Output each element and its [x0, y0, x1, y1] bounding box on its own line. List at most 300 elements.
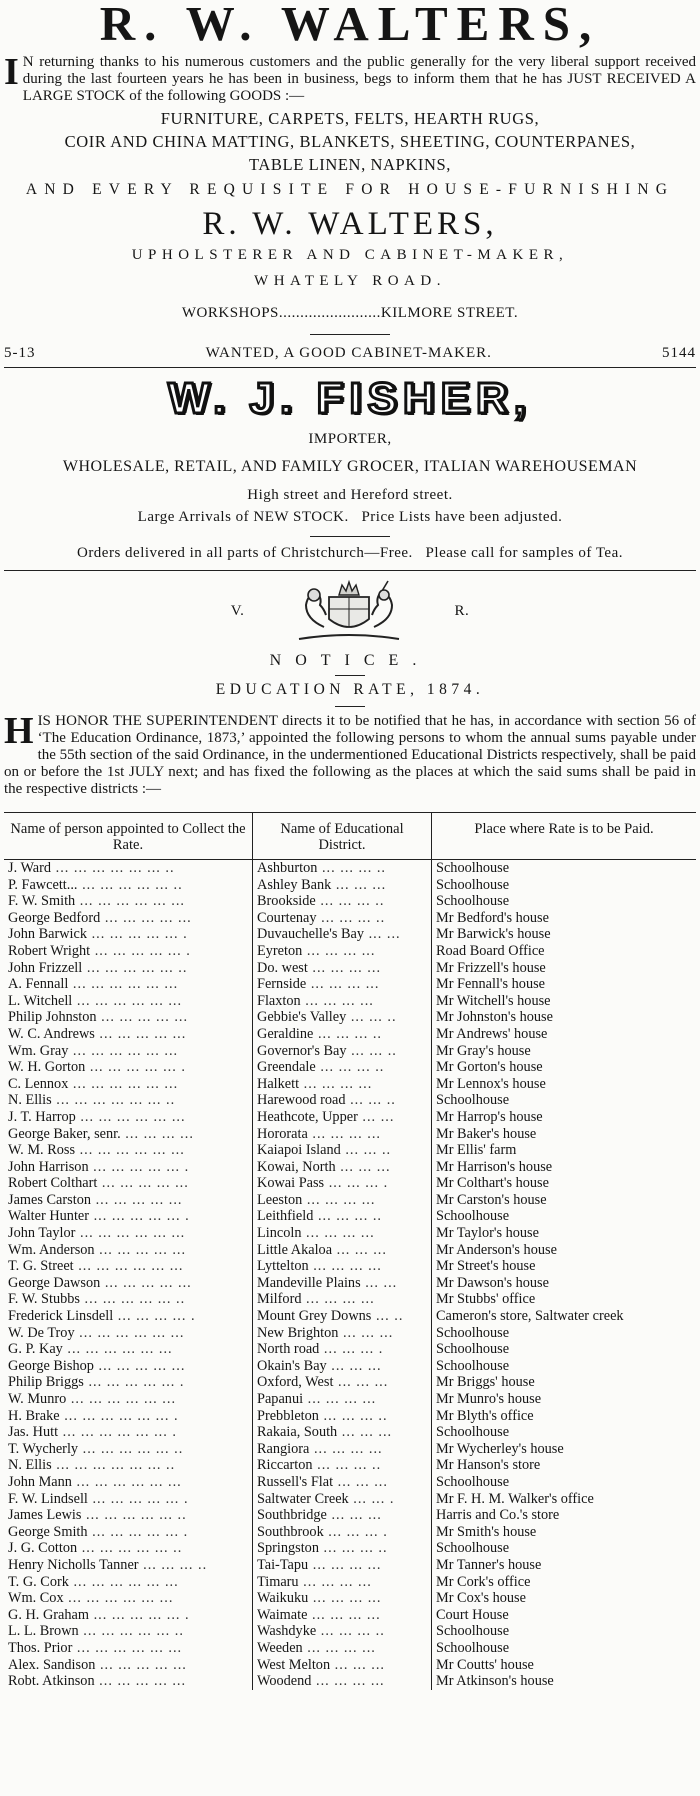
place-cell-text: Mr Street's house	[436, 1258, 536, 1275]
collector-cell	[4, 1308, 253, 1325]
walters-title: R. W. WALTERS,	[99, 0, 601, 51]
royal-coat-of-arms-icon	[284, 579, 414, 643]
place-cell-text: Mr Coutts' house	[436, 1656, 534, 1673]
district-cell	[253, 1491, 432, 1508]
table-row	[4, 1142, 696, 1159]
leader-dots: ... ...	[360, 1274, 398, 1291]
leader-dots: ... ... ... ... ...	[94, 1241, 187, 1258]
table-row	[4, 1026, 696, 1043]
collector-cell	[4, 1374, 253, 1391]
section-divider	[4, 367, 696, 368]
place-cell	[432, 1424, 697, 1441]
leader-dots: ... ... ... ...	[299, 1075, 373, 1092]
collector-cell	[4, 1457, 253, 1474]
requisite-line: AND EVERY REQUISITE FOR HOUSE-FURNISHING	[25, 181, 675, 198]
table-row	[4, 943, 696, 960]
district-cell-text: Duvauchelle's Bay	[257, 926, 364, 943]
district-cell	[253, 1275, 432, 1292]
place-cell-text: Mr Harrop's house	[436, 1108, 543, 1125]
place-cell	[432, 1109, 697, 1126]
collector-cell-text: A. Fennall	[8, 976, 69, 993]
district-cell-text: Lincoln	[257, 1225, 302, 1242]
goods-line-2: COIR AND CHINA MATTING, BLANKETS, SHEETING, COUNTERPANES,	[64, 132, 636, 151]
district-cell-text: Washdyke	[257, 1623, 317, 1640]
place-cell-text: Mr Ellis' farm	[436, 1142, 517, 1159]
district-cell	[253, 1291, 432, 1308]
place-cell	[432, 1325, 697, 1342]
place-cell	[432, 1026, 697, 1043]
district-cell-text: Eyreton	[257, 942, 303, 959]
place-cell	[432, 1623, 697, 1640]
table-row	[4, 926, 696, 943]
table-row	[4, 1208, 696, 1225]
district-cell	[253, 1341, 432, 1358]
district-cell	[253, 1657, 432, 1674]
collector-cell-text: Alex. Sandison	[8, 1656, 96, 1673]
place-cell-text: Mr Munro's house	[436, 1391, 542, 1407]
leader-dots: ... ... ... ...	[303, 1391, 377, 1407]
place-cell-text: Mr Baker's house	[436, 1125, 537, 1142]
leader-dots: ... ... ... ... ... ...	[62, 1341, 173, 1358]
collector-cell-text: James Carston	[8, 1191, 91, 1208]
place-cell	[432, 1275, 697, 1292]
place-cell	[432, 1258, 697, 1275]
district-cell	[253, 1076, 432, 1093]
ref-left: 5-13	[4, 345, 36, 361]
collector-cell-text: H. Brake	[8, 1407, 60, 1424]
collector-cell-text: F. W. Lindsell	[8, 1490, 88, 1507]
table-row	[4, 1275, 696, 1292]
collector-cell	[4, 1441, 253, 1458]
district-cell	[253, 1507, 432, 1524]
collector-cell	[4, 1607, 253, 1624]
leader-dots: ... ... ... .	[319, 1341, 384, 1358]
leader-dots: ... ... ...	[335, 1158, 391, 1175]
leader-dots: ... ... ... ..	[313, 1025, 382, 1042]
place-cell-text: Schoolhouse	[436, 1473, 510, 1490]
collector-cell	[4, 1225, 253, 1242]
place-cell	[432, 1474, 697, 1491]
collector-cell-text: Robert Wright	[8, 942, 91, 959]
leader-dots: ... ... ... ..	[312, 1457, 382, 1474]
district-cell	[253, 1607, 432, 1624]
table-row	[4, 1076, 696, 1093]
collector-cell	[4, 1275, 253, 1292]
district-cell	[253, 1557, 432, 1574]
district-cell-text: Mount Grey Downs	[257, 1308, 372, 1325]
collector-cell-text: T. G. Street	[8, 1258, 74, 1275]
collector-cell-text: Thos. Prior	[8, 1639, 73, 1656]
leader-dots: ... ... ... ... ... ...	[75, 1142, 185, 1159]
vr-right: R.	[454, 603, 470, 619]
district-cell	[253, 1540, 432, 1557]
collector-cell	[4, 1325, 253, 1342]
place-cell-text: Mr Andrews' house	[436, 1025, 548, 1042]
district-cell-text: Courtenay	[257, 909, 317, 926]
place-cell	[432, 1159, 697, 1176]
place-cell	[432, 1673, 697, 1690]
divider	[310, 334, 390, 335]
table-row	[4, 1043, 696, 1060]
fisher-importer: IMPORTER,	[308, 431, 392, 447]
district-cell	[253, 1109, 432, 1126]
collector-cell	[4, 1640, 253, 1657]
table-row	[4, 1441, 696, 1458]
notice-text: IS HONOR THE SUPERINTENDENT directs it to be notified that he has, in accordance with section 56 of ‘The Education Ordinance, 1873,’ appointed the following persons to whom the annual sums payable under the 55th section of the said Ordinance, in the undermentioned Educational Districts respectively, shall be paid on or before the 1st JULY next; and has fixed the following as the places at which the said sums shall be paid in the respective districts :—	[4, 713, 696, 797]
district-cell-text: Timaru	[257, 1573, 299, 1590]
collector-cell	[4, 1109, 253, 1126]
place-cell	[432, 1391, 697, 1408]
district-cell	[253, 993, 432, 1010]
leader-dots: ... ..	[371, 1308, 404, 1325]
table-row	[4, 1242, 696, 1259]
collector-cell-text: N. Ellis	[8, 1457, 52, 1474]
leader-dots: ... ... ... ... ... ..	[82, 959, 188, 976]
collector-cell-text: George Baker, senr.	[8, 1125, 121, 1142]
table-row	[4, 1474, 696, 1491]
leader-dots: ... ... .	[348, 1490, 395, 1507]
district-cell	[253, 926, 432, 943]
district-cell-text: Russell's Flat	[257, 1473, 334, 1490]
leader-dots: ... ... ...	[326, 1357, 382, 1374]
place-cell	[432, 976, 697, 993]
place-cell	[432, 1540, 697, 1557]
leader-dots: ... ... ... ... ... ...	[75, 1108, 186, 1125]
table-row	[4, 1408, 696, 1425]
district-cell-text: Saltwater Creek	[257, 1490, 349, 1507]
leader-dots: ... ... ... ... ...	[91, 1191, 183, 1208]
leader-dots: ... ... ... ... ... ...	[68, 1042, 179, 1059]
leader-dots: ... ... ... ... ... .	[89, 1208, 190, 1225]
collector-cell-text: J. T. Harrop	[8, 1108, 76, 1125]
place-cell-text: Mr Atkinson's house	[436, 1673, 554, 1690]
table-row	[4, 1491, 696, 1508]
leader-dots: ... ... ... ... ...	[94, 1673, 187, 1690]
district-cell	[253, 1424, 432, 1441]
district-cell	[253, 893, 432, 910]
table-row	[4, 1192, 696, 1209]
leader-dots: ... ... ... ... ... .	[85, 1059, 186, 1076]
district-cell	[253, 1192, 432, 1209]
place-cell-text: Schoolhouse	[436, 876, 510, 893]
collector-cell-text: T. G. Cork	[8, 1573, 69, 1590]
leader-dots: ... ... ... ... ... ...	[66, 1391, 177, 1407]
place-cell	[432, 860, 697, 877]
leader-dots: ... ... ... ...	[120, 1125, 194, 1142]
collector-cell	[4, 1657, 253, 1674]
place-cell	[432, 1291, 697, 1308]
place-cell-text: Mr Cox's house	[436, 1590, 526, 1607]
collector-cell-text: Jas. Hutt	[8, 1424, 59, 1441]
place-cell-text: Mr Smith's house	[436, 1523, 537, 1540]
fisher-title: W. J. FISHER,	[167, 374, 533, 423]
district-cell	[253, 1258, 432, 1275]
collector-cell-text: Robert Colthart	[8, 1175, 98, 1192]
walters-title-2: R. W. WALTERS,	[202, 206, 498, 242]
place-cell	[432, 1607, 697, 1624]
leader-dots: ... ... ... ... ...	[93, 1357, 186, 1374]
leader-dots: ... ... ... ..	[138, 1556, 208, 1573]
leader-dots: ... ... ... ...	[311, 1673, 385, 1690]
place-cell	[432, 1574, 697, 1591]
leader-dots: ... ... ... ... ... ... ..	[51, 1092, 176, 1109]
leader-dots: ... ... ... ..	[318, 1407, 388, 1424]
leader-dots: ... ... ... ... ...	[95, 1656, 187, 1673]
district-cell-text: Woodend	[257, 1673, 312, 1690]
table-row	[4, 1092, 696, 1109]
district-cell-text: Mandeville Plains	[257, 1274, 361, 1291]
collector-cell	[4, 1491, 253, 1508]
place-cell-text: Mr Witchell's house	[436, 992, 551, 1009]
place-cell	[432, 893, 697, 910]
place-cell	[432, 1374, 697, 1391]
place-cell	[432, 1043, 697, 1060]
place-cell	[432, 993, 697, 1010]
collector-cell	[4, 1192, 253, 1209]
drop-cap: I	[4, 51, 19, 93]
place-cell-text: Schoolhouse	[436, 1540, 510, 1557]
collector-cell	[4, 1026, 253, 1043]
goods-line-1: FURNITURE, CARPETS, FELTS, HEARTH RUGS,	[160, 109, 540, 128]
table-body	[4, 860, 696, 1690]
place-cell-text: Schoolhouse	[436, 1208, 510, 1225]
district-cell	[253, 1374, 432, 1391]
district-cell	[253, 1524, 432, 1541]
collector-cell-text: James Lewis	[8, 1507, 82, 1524]
table-row	[4, 1607, 696, 1624]
place-cell	[432, 1408, 697, 1425]
leader-dots: ... ... ... ... ... ... ..	[51, 860, 175, 876]
collector-cell-text: John Harrison	[8, 1158, 89, 1175]
leader-dots: ... ... ... ...	[301, 1291, 375, 1308]
collector-cell	[4, 1341, 253, 1358]
district-cell-text: Ashley Bank	[257, 876, 332, 893]
leader-dots: ... ... ...	[337, 1424, 393, 1441]
place-cell-text: Mr Anderson's house	[436, 1241, 557, 1258]
district-cell	[253, 1574, 432, 1591]
district-cell-text: Little Akaloa	[257, 1241, 333, 1258]
leader-dots: ... ... ..	[346, 1042, 397, 1059]
place-cell	[432, 1507, 697, 1524]
place-cell	[432, 877, 697, 894]
table-row	[4, 1574, 696, 1591]
district-cell	[253, 1092, 432, 1109]
district-cell-text: Southbrook	[257, 1523, 324, 1540]
place-cell-text: Mr Carston's house	[436, 1191, 547, 1208]
district-cell	[253, 877, 432, 894]
collector-cell	[4, 1474, 253, 1491]
collector-cell	[4, 1291, 253, 1308]
district-cell	[253, 943, 432, 960]
district-cell-text: Waimate	[257, 1606, 308, 1623]
collector-cell-text: W. De Troy	[8, 1324, 75, 1341]
table-row	[4, 1557, 696, 1574]
table-row	[4, 1258, 696, 1275]
collector-cell-text: W. Munro	[8, 1391, 67, 1407]
district-cell	[253, 1408, 432, 1425]
district-cell-text: Governor's Bay	[257, 1042, 347, 1059]
place-cell	[432, 1640, 697, 1657]
leader-dots: ... ... ... ...	[302, 1191, 376, 1208]
place-cell	[432, 910, 697, 927]
collector-cell-text: John Mann	[8, 1473, 72, 1490]
district-cell	[253, 1026, 432, 1043]
place-cell-text: Harris and Co.'s store	[436, 1507, 560, 1524]
drop-cap: H	[4, 710, 34, 752]
collector-cell-text: Henry Nicholls Tanner	[8, 1556, 139, 1573]
leader-dots: ... ... ... ... ... ... .	[58, 1424, 177, 1441]
collector-cell	[4, 1623, 253, 1640]
collector-cell	[4, 860, 253, 877]
district-cell	[253, 1590, 432, 1607]
district-cell-text: Flaxton	[257, 992, 301, 1009]
place-cell	[432, 1358, 697, 1375]
leader-dots: ... ... ..	[345, 1092, 396, 1109]
collector-cell	[4, 877, 253, 894]
collector-cell-text: W. H. Gorton	[8, 1059, 86, 1076]
district-cell-text: Gebbie's Valley	[257, 1009, 347, 1026]
place-cell	[432, 1126, 697, 1143]
collector-cell	[4, 1142, 253, 1159]
table-row	[4, 1291, 696, 1308]
leader-dots: ... ... ... ... ...	[100, 1274, 192, 1291]
collector-cell-text: Philip Briggs	[8, 1374, 84, 1391]
place-cell-text: Mr Wycherley's house	[436, 1440, 564, 1457]
district-cell-text: Kaiapoi Island	[257, 1142, 341, 1159]
place-cell-text: Schoolhouse	[436, 1357, 510, 1374]
place-cell	[432, 1441, 697, 1458]
place-cell-text: Mr Tanner's house	[436, 1556, 542, 1573]
collector-cell	[4, 1043, 253, 1060]
leader-dots: ... ... ... ... ... ...	[72, 1639, 183, 1656]
leader-dots: ... ... ... ...	[302, 1639, 376, 1656]
table-row	[4, 1374, 696, 1391]
table-row	[4, 877, 696, 894]
leader-dots: ... ... ... ...	[308, 1258, 382, 1275]
leader-dots: ... ... ... ... ... ... .	[59, 1407, 179, 1424]
place-cell-text: Mr Cork's office	[436, 1573, 531, 1590]
table-row	[4, 976, 696, 993]
walters-address: WHATELY ROAD.	[254, 273, 446, 289]
collector-cell	[4, 1574, 253, 1591]
collector-cell	[4, 1590, 253, 1607]
collector-cell-text: W. C. Andrews	[8, 1025, 95, 1042]
collector-cell	[4, 926, 253, 943]
place-cell	[432, 943, 697, 960]
wanted-row	[0, 343, 700, 363]
collector-cell-text: C. Lennox	[8, 1075, 69, 1092]
district-cell-text: Heathcote, Upper	[257, 1108, 358, 1125]
district-cell	[253, 1441, 432, 1458]
leader-dots: ... ... ... ..	[315, 1059, 385, 1076]
place-cell	[432, 1175, 697, 1192]
notice-subheading: EDUCATION RATE, 1874.	[215, 681, 485, 698]
walters-intro	[4, 51, 696, 105]
table-row	[4, 1524, 696, 1541]
district-cell	[253, 1126, 432, 1143]
place-cell-text: Mr Bedford's house	[436, 909, 549, 926]
place-cell-text: Schoolhouse	[436, 893, 510, 910]
fisher-location: High street and Hereford street.	[247, 487, 453, 503]
district-cell	[253, 1009, 432, 1026]
leader-dots: ... ... ... ... ... ...	[68, 1573, 179, 1590]
collector-cell-text: F. W. Smith	[8, 893, 76, 910]
walters-advertisement	[0, 0, 700, 368]
place-cell-text: Court House	[436, 1606, 509, 1623]
wanted-text: WANTED, A GOOD CABINET-MAKER.	[205, 345, 492, 361]
district-cell	[253, 1474, 432, 1491]
place-cell-text: Schoolhouse	[436, 1092, 510, 1109]
collector-cell-text: Frederick Linsdell	[8, 1308, 114, 1325]
collector-cell-text: P. Fawcett...	[8, 876, 78, 893]
table-row	[4, 993, 696, 1010]
leader-dots: ... ... ... ... ... ..	[78, 1623, 184, 1640]
collector-cell	[4, 1159, 253, 1176]
district-cell-text: Brookside	[257, 893, 316, 910]
collector-cell-text: L. L. Brown	[8, 1623, 79, 1640]
leader-dots: ... ... ...	[326, 1507, 382, 1524]
collector-cell	[4, 1557, 253, 1574]
district-cell	[253, 976, 432, 993]
leader-dots: ... ... ... ... ... ...	[75, 893, 185, 910]
ref-right: 5144	[661, 345, 696, 361]
district-cell-text: Springston	[257, 1540, 319, 1557]
place-cell	[432, 1341, 697, 1358]
district-cell	[253, 1208, 432, 1225]
section-divider	[4, 570, 696, 571]
leader-dots: ... ... ... ...	[302, 942, 376, 959]
collector-cell	[4, 1673, 253, 1690]
table-row	[4, 1640, 696, 1657]
table-row	[4, 1424, 696, 1441]
leader-dots: ... ... ... .	[323, 1523, 388, 1540]
table-header-row	[4, 813, 696, 860]
leader-dots: ... ... ... ... ...	[96, 1009, 189, 1026]
collector-cell-text: Wm. Gray	[8, 1042, 69, 1059]
district-cell-text: Rakaia, South	[257, 1424, 338, 1441]
place-cell	[432, 1225, 697, 1242]
place-cell-text: Cameron's store, Saltwater creek	[436, 1308, 624, 1325]
walters-workshops: WORKSHOPS........................KILMORE STREET.	[181, 305, 519, 321]
table-row	[4, 910, 696, 927]
district-cell-text: Greendale	[257, 1059, 316, 1076]
leader-dots: ... ... ... ... ... ... ..	[51, 1457, 176, 1474]
table-row	[4, 1225, 696, 1242]
table-row	[4, 1457, 696, 1474]
education-notice	[0, 577, 700, 1690]
district-cell	[253, 1308, 432, 1325]
place-cell-text: Schoolhouse	[436, 1639, 510, 1656]
table-row	[4, 1059, 696, 1076]
leader-dots: ... ... ...	[332, 1241, 387, 1258]
collector-cell-text: G. H. Graham	[8, 1606, 89, 1623]
place-cell	[432, 960, 697, 977]
collector-cell-text: T. Wycherly	[8, 1440, 79, 1457]
header-district: Name of Educational District.	[253, 813, 432, 860]
place-cell-text: Mr Dawson's house	[436, 1274, 549, 1291]
collector-cell-text: John Barwick	[8, 926, 88, 943]
leader-dots: ... ... ..	[346, 1009, 397, 1026]
place-cell-text: Schoolhouse	[436, 1324, 510, 1341]
goods-list	[0, 107, 700, 176]
place-cell	[432, 1242, 697, 1259]
collector-cell-text: F. W. Stubbs	[8, 1291, 80, 1308]
leader-dots: ... ... ... ... ... ..	[81, 1507, 187, 1524]
collector-cell	[4, 1408, 253, 1425]
district-cell-text: Rangiora	[257, 1440, 310, 1457]
table-row	[4, 1590, 696, 1607]
collector-cell	[4, 976, 253, 993]
